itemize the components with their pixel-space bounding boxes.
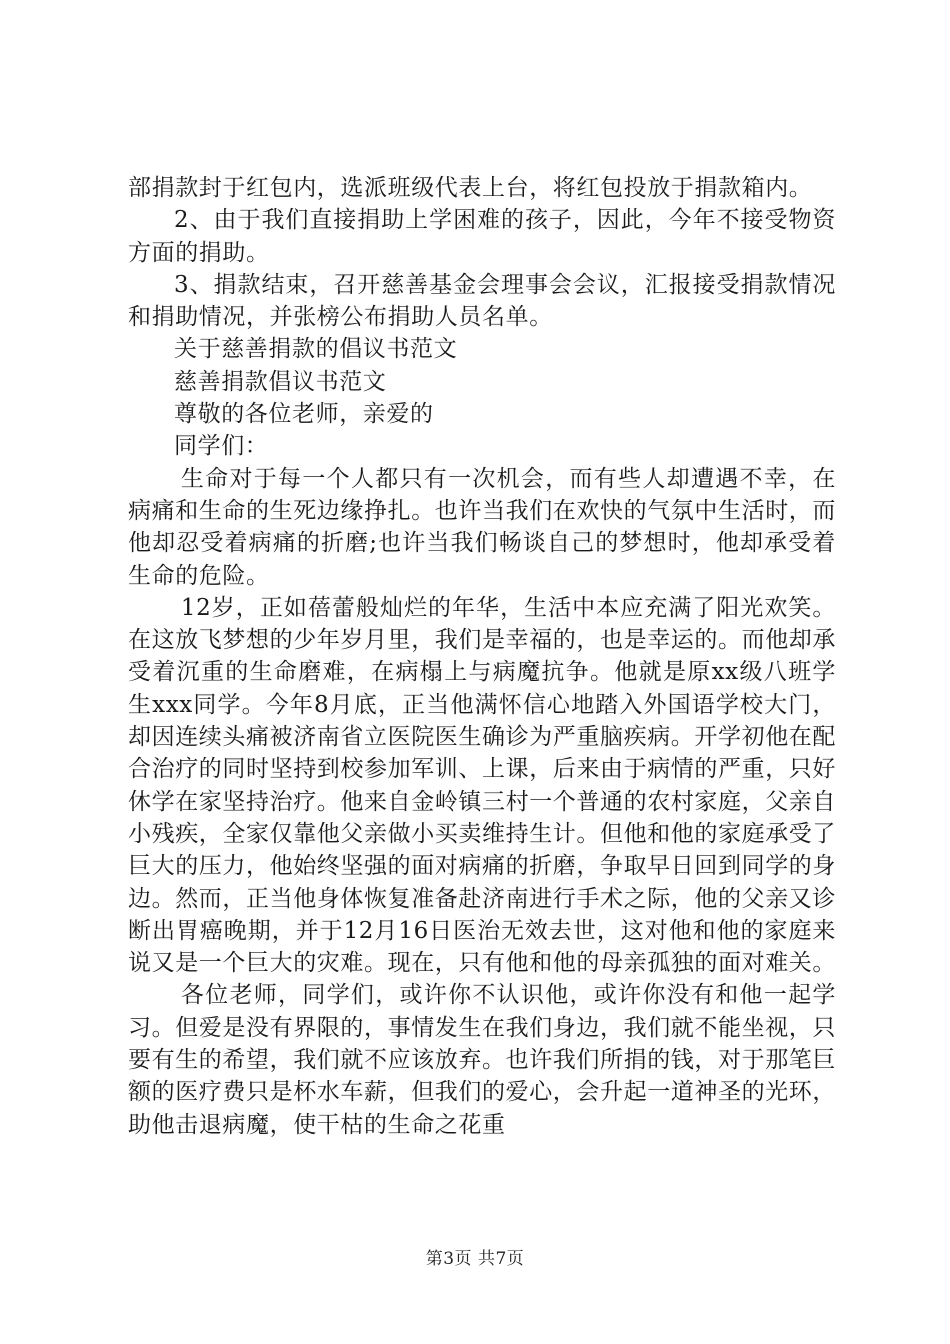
paragraph-item-3: 3、捐款结束，召开慈善基金会理事会会议，汇报接受捐款情况和捐助情况，并张榜公布捐助人员名单。 (128, 271, 836, 331)
salutation-line-2: 同学们： (174, 433, 269, 460)
paragraph-item-2: 2、由于我们直接捐助上学困难的孩子，因此，今年不接受物资方面的捐助。 (128, 207, 836, 266)
page-number-footer: 第3页 共7页 (425, 1249, 525, 1269)
paragraph-continuation: 部捐款封于红包内，选派班级代表上台，将红包投放于捐款箱内。 (128, 175, 813, 201)
salutation-line-1: 尊敬的各位老师，亲爱的 (174, 401, 434, 428)
paragraph-body-1: 生命对于每一个人都只有一次机会，而有些人却遭遇不幸，在病痛和生命的生死边缘挣扎。也许当我们在欢快的气氛中生活时，而他却忍受着病痛的折磨;也许当我们畅谈自己的梦想时，他却承受着生命的危险。 (128, 465, 836, 589)
document-body (128, 172, 836, 1141)
paragraph-body-2: 12岁，正如蓓蕾般灿烂的年华，生活中本应充满了阳光欢笑。在这放飞梦想的少年岁月里，我们是幸福的，也是幸运的。而他却承受着沉重的生命磨难，在病榻上与病魔抗争。他就是原xx级八班学生xxx同学。今年8月底，正当他满怀信心地踏入外国语学校大门，却因连续头痛被济南省立医院医生确诊为严重脑疾病。开学初他在配合治疗的同时坚持到校参加军训、上课，后来由于病情的严重，只好休学在家坚持治疗。他来自金岭镇三村一个普通的农村家庭，父亲自小残疾，全家仅靠他父亲做小买卖维持生计。但他和他的家庭承受了巨大的压力，他始终坚强的面对病痛的折磨，争取早日回到同学的身边。然而，正当他身体恢复准备赴济南进行手术之际，他的父亲又诊断出胃癌晚期，并于12月16日医治无效去世，这对他和他的家庭来说又是一个巨大的灾难。现在，只有他和他的母亲孤独的面对难关。 (128, 594, 836, 977)
paragraph-body-3: 各位老师，同学们，或许你不认识他，或许你没有和他一起学习。但爱是没有界限的，事情发生在我们身边，我们就不能坐视，只要有生的希望，我们就不应该放弃。也许我们所捐的钱，对于那笔巨额的医疗费只是杯水车薪，但我们的爱心，会升起一道神圣的光环，助他击退病魔，使干枯的生命之花重 (128, 982, 836, 1138)
heading-proposal-subtitle: 慈善捐款倡议书范文 (174, 368, 387, 395)
heading-proposal-title: 关于慈善捐款的倡议书范文 (174, 336, 458, 363)
